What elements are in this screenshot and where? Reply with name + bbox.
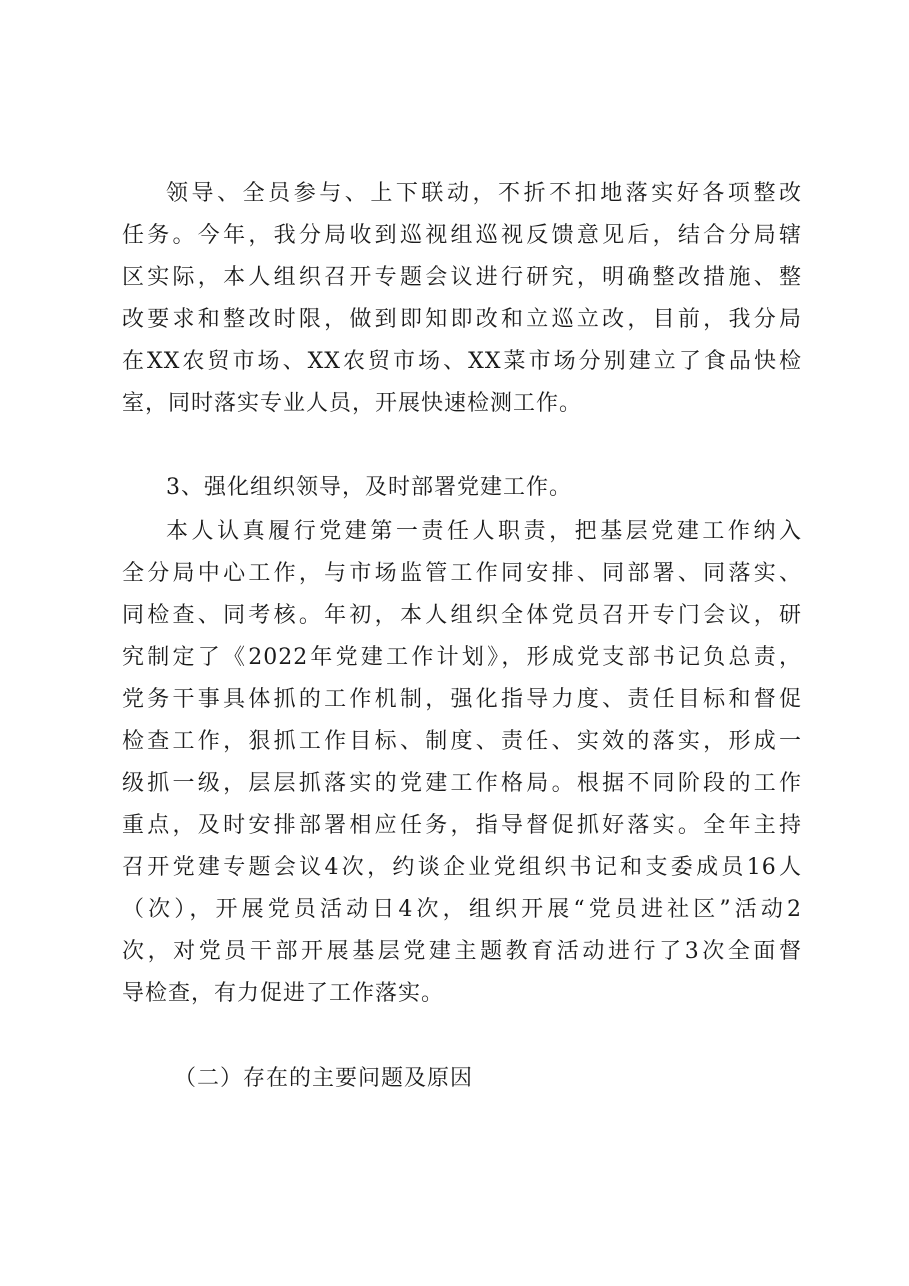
- paragraph-line: 室，同时落实专业人员，开展快速检测工作。: [122, 391, 583, 416]
- paragraph-line: 同检查、同考核。年初，本人组织全体党员召开专门会议，研: [122, 603, 802, 628]
- paragraph-line: （次），开展党员活动日4次，组织开展“党员进社区”活动2: [122, 897, 802, 922]
- paragraph-line: 究制定了《2022年党建工作计划》，形成党支部书记负总责，: [122, 645, 802, 670]
- paragraph-line: 级抓一级，层层抓落实的党建工作格局。根据不同阶段的工作: [122, 771, 802, 796]
- section-heading-3: 3、强化组织领导，及时部署党建工作。: [166, 475, 572, 500]
- paragraph-line: 领导、全员参与、上下联动，不折不扣地落实好各项整改: [166, 181, 802, 206]
- paragraph-line: 任务。今年，我分局收到巡视组巡视反馈意见后，结合分局辖: [122, 223, 802, 248]
- paragraph-rectification: [122, 173, 802, 425]
- paragraph-line: 在XX农贸市场、XX农贸市场、XX菜市场分别建立了食品快检: [122, 349, 802, 374]
- paragraph-line: 区实际，本人组织召开专题会议进行研究，明确整改措施、整: [122, 265, 802, 290]
- paragraph-line: 检查工作，狠抓工作目标、制度、责任、实效的落实，形成一: [122, 729, 802, 754]
- paragraph-line: 本人认真履行党建第一责任人职责，把基层党建工作纳入: [166, 519, 802, 544]
- paragraph-line: 次，对党员干部开展基层党建主题教育活动进行了3次全面督: [122, 939, 802, 964]
- paragraph-line: 改要求和整改时限，做到即知即改和立巡立改，目前，我分局: [122, 307, 802, 332]
- paragraph-line: 召开党建专题会议4次，约谈企业党组织书记和支委成员16人: [122, 855, 802, 880]
- paragraph-line: 导检查，有力促进了工作落实。: [122, 981, 445, 1006]
- paragraph-line: 全分局中心工作，与市场监管工作同安排、同部署、同落实、: [122, 561, 802, 586]
- section-heading-problems: （二）存在的主要问题及原因: [174, 1066, 474, 1091]
- paragraph-line: 党务干事具体抓的工作机制，强化指导力度、责任目标和督促: [122, 687, 802, 712]
- paragraph-line: 重点，及时安排部署相应任务，指导督促抓好落实。全年主持: [122, 813, 802, 838]
- paragraph-party-building: [122, 511, 802, 1015]
